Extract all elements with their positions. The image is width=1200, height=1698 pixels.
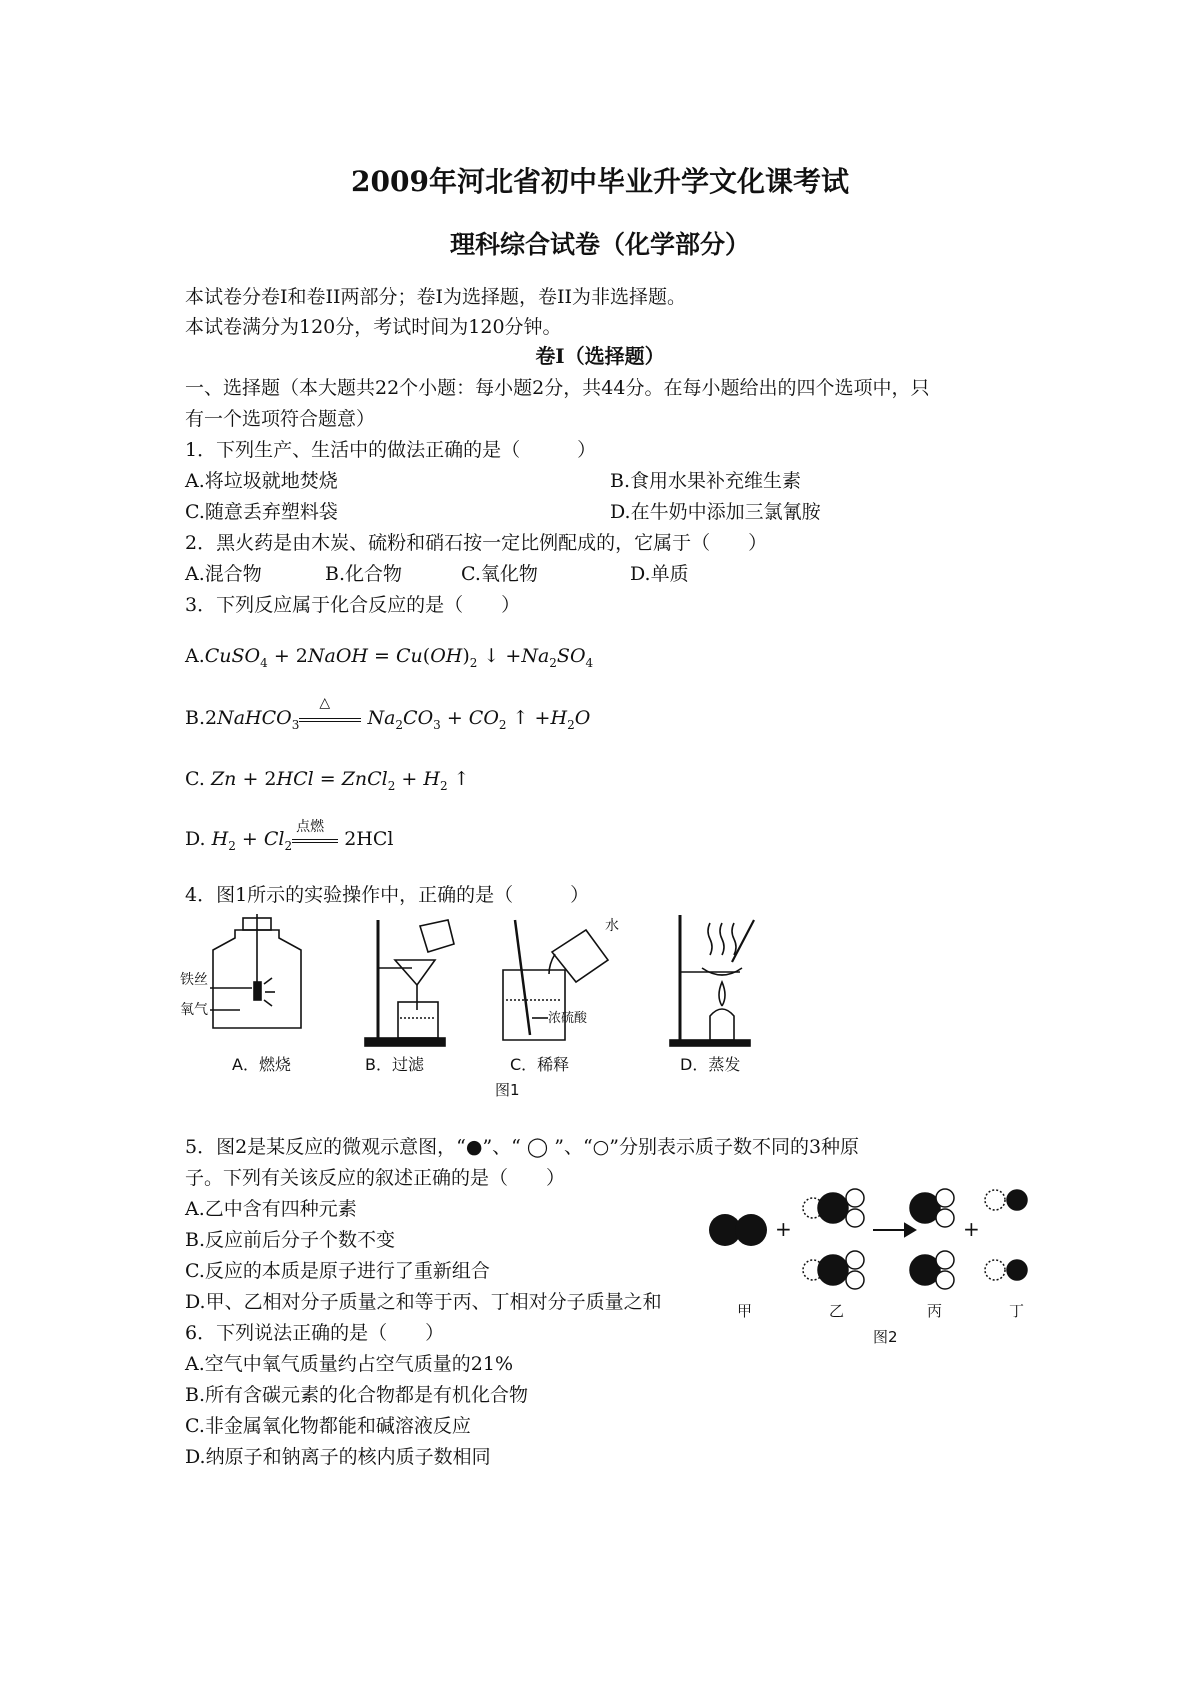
fig1-b-filtration (365, 920, 454, 1046)
fig1-d-evaporation (670, 915, 754, 1046)
label-bing: 丙 (927, 1302, 943, 1320)
section-instructions-2: 有一个选项符合题意） (185, 408, 376, 430)
fig1-caption-a: A．燃烧 (232, 1055, 291, 1074)
beaker-b (398, 1002, 438, 1038)
fig1-caption-b: B．过滤 (365, 1055, 424, 1074)
q6-option-c: C.非金属氧化物都能和碱溶液反应 (185, 1415, 471, 1437)
plus-1: + (775, 1217, 792, 1241)
q3-b-arrow (299, 695, 361, 729)
q1-option-c: C.随意丢弃塑料袋 (185, 501, 338, 523)
figure-1-caption: 图1 (495, 1081, 520, 1099)
q2-option-c: C.氧化物 (461, 563, 538, 585)
section-title: 卷I（选择题） (535, 344, 665, 368)
q3-option-d (185, 819, 394, 853)
q6-option-a: A.空气中氧气质量约占空气质量的21% (185, 1353, 513, 1375)
water-stream (549, 954, 555, 974)
tilted-beaker (552, 930, 608, 982)
q4-stem: 4．图1所示的实验操作中，正确的是（ ） (185, 884, 590, 906)
stand-base (365, 1038, 445, 1046)
spark-3 (264, 1000, 272, 1006)
intro-line-2: 本试卷满分为120分，考试时间为120分钟。 (185, 316, 562, 338)
fig1-caption-c: C．稀释 (510, 1055, 570, 1074)
q3-option-c-label: C. (185, 768, 205, 790)
q2-option-b: B.化合物 (325, 563, 403, 585)
q2-option-d: D.单质 (630, 563, 689, 585)
q3-b-condition: △ (319, 695, 331, 711)
q3-d-arrow (292, 819, 338, 850)
vapor-3 (732, 923, 736, 955)
figure-2 (705, 1170, 1045, 1345)
q2-option-a: A.混合物 (185, 563, 262, 585)
q5-option-a: A.乙中含有四种元素 (185, 1198, 357, 1220)
q3-option-b (185, 695, 591, 732)
q3-option-a (185, 645, 593, 670)
q5-option-b: B.反应前后分子个数不变 (185, 1229, 396, 1251)
molecule-bing-2 (910, 1251, 954, 1289)
fig1-caption-d: D．蒸发 (680, 1055, 741, 1074)
q3-d-condition: 点燃 (296, 819, 325, 835)
q6-option-d: D.纳原子和钠离子的核内质子数相同 (185, 1446, 491, 1468)
label-conc-acid: 浓硫酸 (548, 1011, 588, 1026)
beaker-c (503, 970, 565, 1040)
q3-stem: 3．下列反应属于化合反应的是（ ） (185, 594, 521, 616)
q3-option-b-label: B. (185, 707, 206, 729)
molecule-yi-2 (803, 1251, 864, 1289)
q5-stem-1: 5．图2是某反应的微观示意图，“●”、“ ◯ ”、“○”分别表示质子数不同的3种原 (185, 1136, 860, 1158)
q3-equation-c: Zn + 2HCl = ZnCl$_2$ + $H_2$ ↑ (210, 768, 470, 793)
vapor-1 (708, 923, 712, 955)
funnel (395, 960, 435, 985)
spark-1 (264, 978, 272, 984)
q1-stem: 1．下列生产、生活中的做法正确的是（ ） (185, 439, 597, 461)
exam-title: 2009年河北省初中毕业升学文化课考试 (351, 165, 849, 198)
q6-stem: 6．下列说法正确的是（ ） (185, 1322, 445, 1344)
lamp-flame (719, 982, 725, 1006)
molecule-bing-1 (910, 1189, 954, 1227)
q3-equation-d: $H_2 + Cl_2$ 点燃 2HCl (212, 828, 394, 850)
exam-subtitle: 理科综合试卷（化学部分） (449, 230, 750, 259)
molecule-ding-2 (985, 1260, 1027, 1280)
q5-option-c: C.反应的本质是原子进行了重新组合 (185, 1260, 490, 1282)
q1-option-a: A.将垃圾就地焚烧 (185, 470, 338, 492)
molecule-jia (709, 1214, 767, 1246)
iron-wire-tip (254, 982, 261, 1000)
q3-equation-a: CuSO$_4$ + 2NaOH = $Cu(OH)_2$ ↓ $+Na_2SO_4$ (204, 645, 594, 670)
q1-option-d: D.在牛奶中添加三氯氰胺 (610, 501, 821, 523)
q3-option-a-label: A. (185, 645, 205, 667)
reaction-arrow (873, 1224, 915, 1236)
molecule-ding-1 (985, 1190, 1027, 1210)
q3-b-equals (299, 718, 361, 722)
q5-stem-2: 子。下列有关该反应的叙述正确的是（ ） (185, 1167, 566, 1189)
vapor-2 (720, 923, 724, 955)
molecule-yi-1 (803, 1189, 864, 1227)
q3-equation-b: 2NaHCO$_3$ △ $Na_2CO_3 + CO_2$ ↑ $+H_2O$ (205, 695, 591, 732)
q3-d-product: 2HCl (344, 828, 394, 850)
q5-option-d: D.甲、乙相对分子质量之和等于丙、丁相对分子质量之和 (185, 1291, 662, 1313)
label-jia: 甲 (737, 1302, 753, 1320)
label-oxygen: 氧气 (180, 1002, 208, 1018)
stand-base-d (670, 1040, 750, 1046)
q2-stem: 2．黑火药是由木炭、硫粉和硝石按一定比例配成的，它属于（ ） (185, 532, 768, 554)
label-water: 水 (605, 918, 619, 934)
q3-option-d-label: D. (185, 828, 206, 850)
label-yi: 乙 (829, 1302, 845, 1320)
pouring-beaker (420, 920, 454, 952)
fig1-a-combustion (210, 914, 301, 1028)
q6-option-b: B.所有含碳元素的化合物都是有机化合物 (185, 1384, 529, 1406)
glass-rod (515, 920, 530, 1035)
q1-option-b: B.食用水果补充维生素 (610, 470, 802, 492)
q3-d-equals (292, 839, 338, 843)
figure-2-caption: 图2 (873, 1328, 898, 1345)
label-ding: 丁 (1009, 1302, 1025, 1320)
section-instructions-1: 一、选择题（本大题共22个小题：每小题2分，共44分。在每小题给出的四个选项中，只 (185, 377, 930, 399)
plus-2: + (963, 1217, 980, 1241)
intro-line-1: 本试卷分卷I和卷II两部分；卷I为选择题，卷II为非选择题。 (185, 286, 687, 308)
q3-option-c (185, 768, 470, 793)
alcohol-lamp (710, 1009, 734, 1040)
figure-1 (180, 910, 840, 1105)
label-iron-wire: 铁丝 (180, 972, 208, 988)
